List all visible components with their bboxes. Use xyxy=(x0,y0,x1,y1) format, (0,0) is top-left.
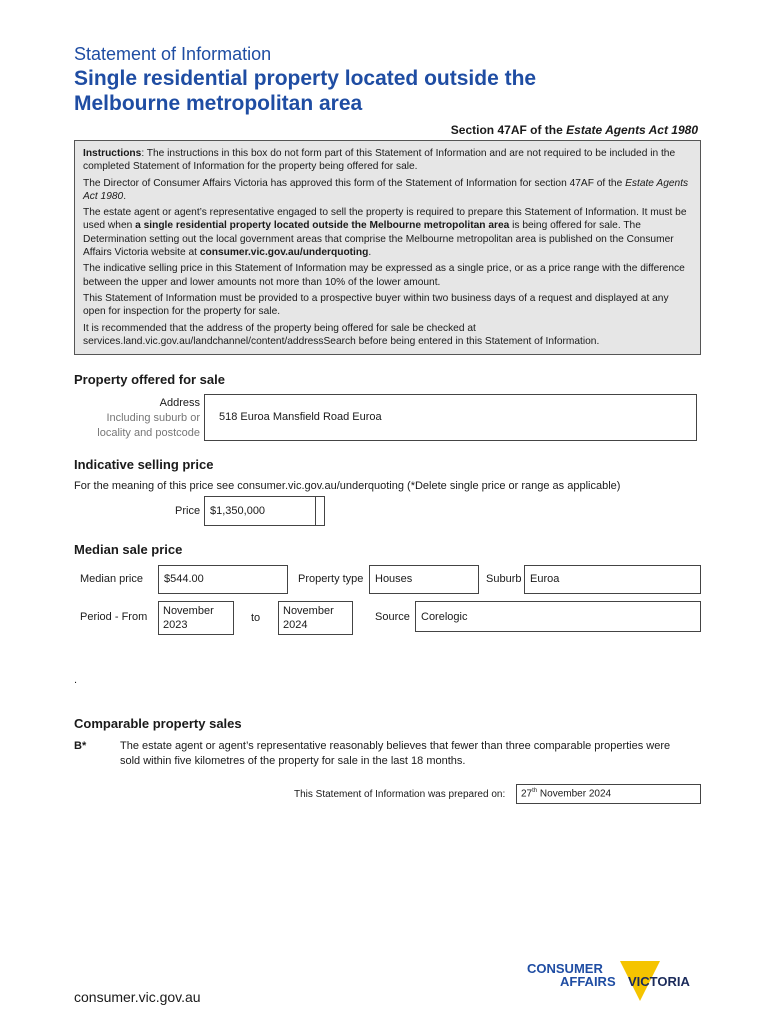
median-section-title: Median sale price xyxy=(74,542,183,557)
source-field[interactable]: Corelogic xyxy=(415,601,701,632)
source-label: Source xyxy=(375,611,410,623)
comparable-section-title: Comparable property sales xyxy=(74,716,242,731)
period-to-field[interactable]: November 2024 xyxy=(278,601,353,635)
instructions-label: Instructions xyxy=(83,148,142,159)
instructions-box: Instructions: The instructions in this box do not form part of this Statement of Information and are not required to be included in the completed Statement of Information for the property being offered for sale. The Director of Consumer Affairs Victoria has approved this form of the Statement of Information for section 47AF of the Estate Agents Act 1980. The estate agent or agent’s representative engaged to sell the property is required to prepare this Statement of Information. It must be used when a single residential property located outside the Melbourne metropolitan area is being offered for sale. The Determination setting out the local government areas that comprise the Melbourne metropolitan area is published on the Consumer Affairs Victoria website at consumer.vic.gov.au/underquoting. The indicative selling price in this Statement of Information may be expressed as a single price, or as a price range with the difference between the upper and lower amounts not more than 10% of the lower amount. This Statement of Information must be provided to a prospective buyer within two business days of a request and displayed at any open for inspection for the property for sale. It is recommended that the address of the property being offered for sale be checked at services.land.vic.gov.au/landchannel/content/addressSearch before being entered in this Statement of Information. xyxy=(74,140,701,355)
address-label: Address xyxy=(159,397,200,409)
logo-victoria: VICTORIA xyxy=(628,974,690,989)
title-line-1: Single residential property located outside the xyxy=(74,67,537,90)
indicative-note: For the meaning of this price see consumer.vic.gov.au/underquoting (*Delete single price or range as applicable) xyxy=(74,480,621,492)
logo-affairs: AFFAIRS xyxy=(560,974,616,989)
suburb-field[interactable]: Euroa xyxy=(524,565,701,594)
option-marker: B* xyxy=(74,740,87,752)
section-reference: Section 47AF of the Estate Agents Act 1980 xyxy=(450,123,698,137)
property-type-label: Property type xyxy=(298,573,364,585)
prepared-label: This Statement of Information was prepared on: xyxy=(294,789,506,800)
act-name: Estate Agents Act 1980 xyxy=(566,123,698,137)
median-price-label: Median price xyxy=(80,573,143,585)
period-from-field[interactable]: November 2023 xyxy=(158,601,234,635)
logo-consumer: CONSUMER xyxy=(527,961,603,976)
median-price-field[interactable]: $544.00 xyxy=(158,565,288,594)
prepared-date-field[interactable]: 27th November 2024 xyxy=(516,784,701,804)
suburb-label: Suburb xyxy=(486,573,522,585)
title-line-2: Melbourne metropolitan area xyxy=(74,92,363,115)
page-title xyxy=(74,66,714,116)
price-range-divider xyxy=(315,497,316,525)
price-field[interactable]: $1,350,000 xyxy=(204,496,325,526)
stray-dot: . xyxy=(74,674,78,686)
footer-url[interactable]: consumer.vic.gov.au xyxy=(74,989,201,1005)
property-section-title: Property offered for sale xyxy=(74,372,225,387)
form-subtitle: Statement of Information xyxy=(74,44,272,64)
comparable-statement: The estate agent or agent’s representative reasonably believes that fewer than three comparable properties were sold within five kilometres of the property for sale in the last 18 months. xyxy=(120,740,671,767)
cav-logo xyxy=(527,959,702,1009)
period-from-label: Period - From xyxy=(80,611,148,623)
underquoting-link[interactable]: consumer.vic.gov.au/underquoting xyxy=(199,247,369,259)
address-label-group: Address Including suburb or locality and postcode xyxy=(80,396,200,441)
period-to-label: to xyxy=(251,612,261,624)
indicative-section-title: Indicative selling price xyxy=(74,457,214,472)
property-type-field[interactable]: Houses xyxy=(369,565,479,594)
address-field[interactable]: 518 Euroa Mansfield Road Euroa xyxy=(204,394,697,441)
price-label: Price xyxy=(175,505,201,517)
